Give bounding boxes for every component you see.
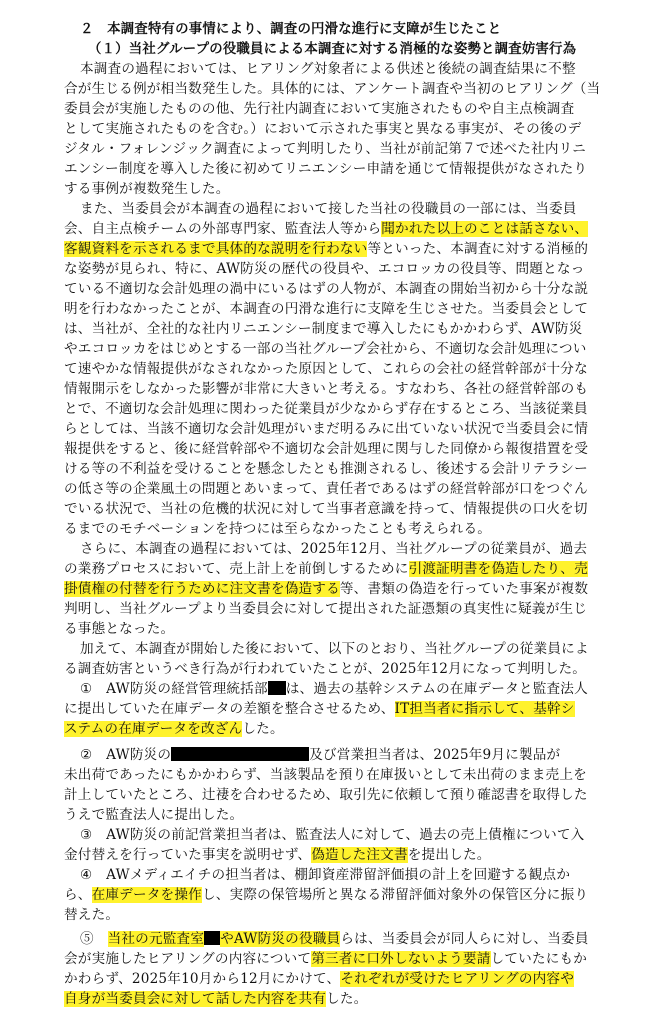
highlight: 引渡証明書を偽造したり、売 (408, 561, 588, 577)
text-line: て速やかな情報提供がなされなかった原因として、これらの会社の経営幹部が十分な (64, 361, 588, 377)
text-line: 計上していたところ、辻褄を合わせるため、取引先に依頼して預り確認書を取得した (64, 787, 588, 803)
text-line (64, 950, 604, 969)
text-run: し、実際の保管場所と異なる滞留評価対象外の保管区分に振り (201, 887, 589, 903)
highlight: 客観資料を示されるまで具体的な説明を行わない (64, 241, 368, 257)
text-line (64, 990, 604, 1009)
text-line: 未出荷であったにもかかわらず、当該製品を預り在庫扱いとして未出荷のまま売上を (64, 767, 587, 783)
list-item: ③ AW防災の前記営業担当者は、監査法人に対して、過去の売上債権について入 (80, 827, 585, 843)
redaction-block (204, 931, 220, 945)
text-line: るまでのモチベーションを持つには至らなかったことも考えられる。 (64, 521, 492, 537)
text-line: さらに、本調査の過程においては、2025年12月、当社グループの従業員が、過去 (80, 541, 588, 557)
highlight: それぞれが受けたヒアリングの内容や (340, 971, 575, 987)
text-line: として実施されたものを含む。）において示された事実と異なる事実が、その後のデ (64, 121, 582, 137)
text-line: とで、不適切な会計処理に関わった従業員が少なからず存在するところ、当該従業員 (64, 401, 588, 417)
highlight: 当社の元監査室 (107, 931, 205, 947)
text-line: やエコロッカをはじめとする一部の当社グループ会社から、不適切な会計処理につい (64, 341, 587, 357)
redaction-block (171, 747, 309, 761)
text-run: らは、当委員会が同人らに対し、当委員 (340, 931, 589, 947)
text-run: ら、 (64, 887, 92, 903)
text-line (64, 846, 604, 865)
subsection-heading: （１）当社グループの役職員による本調査に対する消極的な姿勢と調査妨害行為 (88, 42, 577, 57)
text-line (64, 560, 604, 579)
text-run: を提出した。 (407, 847, 491, 863)
text-line: る調査妨害というべき行為が行われていたことが、2025年12月になって判明した。 (64, 661, 587, 677)
text-line: ける等の不利益を受けることを懸念したとも推測されるし、後述する会計リテラシー (64, 461, 588, 477)
text-line: らとしては、当該不適切な会計処理がいまだ明るみに出ていない状況で当委員会に情 (64, 421, 589, 437)
text-line: の低さ等の企業風土の問題とあいまって、責任者であるはずの経営幹部が口をつぐん (64, 481, 588, 497)
text-run: した。 (242, 721, 284, 737)
text-run: 等、書類の偽造を行っていた事案が複数 (339, 581, 589, 597)
text-run: ⑤ (80, 931, 94, 947)
text-line: うえで監査法人に提出した。 (64, 807, 244, 823)
highlight: やAW防災の役職員 (220, 931, 341, 947)
text-line: 本調査の過程においては、ヒアリング対象者による供述と後続の調査結果に不整 (80, 61, 576, 77)
highlight: 掛債権の付替を行うために注文書を偽造する (64, 581, 340, 597)
text-line: る事態となった。 (64, 621, 175, 637)
text-run: の業務プロセスにおいて、売上計上を前倒しするために (64, 561, 409, 577)
highlight: 偽造した注文書 (311, 847, 408, 863)
text-line: 明を行わなかったことが、本調査の円滑な進行に支障を生じさせた。当委員会として (64, 301, 589, 317)
text-run: に提出していた在庫データの差額を整合させるため、 (64, 701, 395, 717)
text-run: かわらず、2025年10月から12月にかけて、 (64, 971, 341, 987)
list-item (80, 746, 620, 765)
highlight: IT担当者に指示して、基幹シ (394, 701, 575, 717)
text-line: でいる状況で、当社の危機的状況に対して当事者意識を持って、情報提供の口火を切 (64, 501, 588, 517)
text-line (64, 220, 604, 239)
text-run: 会、自主点検チームの外部専門家、監査法人等から (64, 221, 382, 237)
text-run: 会が実施したヒアリングの内容について (64, 951, 312, 967)
section-heading: ２ 本調査特有の事情により、調査の円滑な進行に支障が生じたこと (80, 22, 502, 37)
text-run: ② AW防災の (80, 747, 172, 763)
text-line: また、当委員会が本調査の過程において接した当社の役職員の一部には、当委員 (80, 201, 577, 217)
text-line: 判明し、当社グループより当委員会に対して提出された証憑類の真実性に疑義が生じ (64, 601, 588, 617)
text-line: する事例が複数発生した。 (64, 181, 230, 197)
text-line: 報提供をすると、後に経営幹部や不適切な会計処理に関与した同僚から報復措置を受 (64, 441, 589, 457)
highlight: 第三者に口外しないよう要請 (311, 951, 491, 967)
text-line (64, 970, 604, 989)
text-run: していたにもか (490, 951, 588, 967)
text-line: 委員会が実施したものの他、先行社内調査において実施されたものや自主点検調査 (64, 101, 575, 117)
list-item (80, 680, 620, 699)
text-run: 及び営業担当者は、2025年9月に製品が (309, 747, 561, 763)
text-line: エンシー制度を導入した後に初めてリニエンシー申請を通じて情報提供がなされたり (64, 161, 588, 177)
text-line: ジタル・フォレンジック調査によって判明したり、当社が前記第７で述べた社内リニ (64, 141, 586, 157)
text-run: ① AW防災の経営管理統括部 (80, 681, 268, 697)
text-line: ている不適切な会計処理の渦中にいるはずの人物が、本調査の開始当初から十分な説 (64, 281, 589, 297)
highlight: 自身が当委員会に対して話した内容を共有 (64, 991, 327, 1007)
text-run: は、過去の基幹システムの在庫データと監査法人 (285, 681, 588, 697)
redaction-block (268, 681, 286, 695)
highlight: 聞かれた以上のことは話さない、 (381, 221, 589, 237)
text-run: 等といった、本調査に対する消極的 (367, 241, 589, 257)
text-line (64, 580, 604, 599)
text-line: 情報開示をしなかった影響が非常に大きいと考える。すなわち、各社の経営幹部のも (64, 381, 589, 397)
highlight: 在庫データを操作 (91, 887, 202, 903)
text-line: 合が生じる例が相当数発生した。具体的には、アンケート調査や当初のヒアリング（当 (64, 81, 601, 97)
text-run: 金付替えを行っていた事実を説明せず、 (64, 847, 312, 863)
text-line (64, 700, 604, 719)
text-line: 替えた。 (64, 907, 120, 923)
text-line: は、当社が、全社的な社内リニエンシー制度まで導入したにもかかわらず、AW防災 (64, 321, 583, 337)
text-run: した。 (326, 991, 368, 1007)
text-line: 加えて、本調査が開始した後において、以下のとおり、当社グループの従業員によ (80, 641, 589, 657)
text-line (64, 720, 604, 739)
highlight: ステムの在庫データを改ざん (64, 721, 243, 737)
list-item (80, 930, 620, 949)
text-line (64, 886, 604, 905)
text-line (64, 240, 604, 259)
text-line: な姿勢が見られ、特に、AW防災の歴代の役員や、エコロッカの役員等、問題となっ (64, 261, 585, 277)
list-item: ④ AWメディエイチの担当者は、棚卸資産滞留評価損の計上を回避する観点か (80, 867, 571, 883)
